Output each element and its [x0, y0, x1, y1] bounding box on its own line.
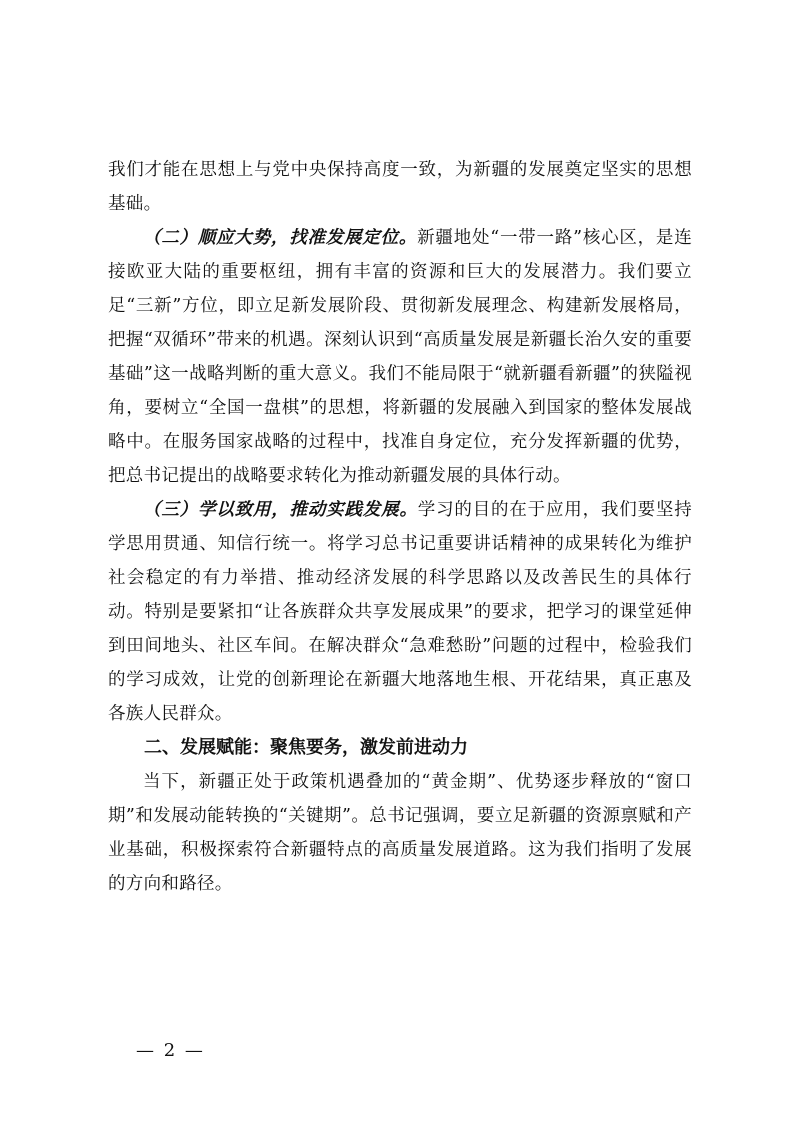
- section-3-paragraph: [108, 493, 692, 731]
- section-3-body: 学习的目的在于应用，我们要坚持学思用贯通、知信行统一。将学习总书记重要讲话精神的成果转化为维护社会稳定的有力举措、推动经济发展的科学思路以及改善民生的具体行动。特别是要紧扣“让各族群众共享发展成果”的要求，把学习的课堂延伸到田间地头、社区车间。在解决群众“急难愁盼”问题的过程中，检验我们的学习成效，让党的创新理论在新疆大地落地生根、开花结果，真正惠及各族人民群众。: [108, 500, 693, 724]
- section-2-paragraph: [108, 221, 692, 493]
- part-2-paragraph: 当下，新疆正处于政策机遇叠加的“黄金期”、优势逐步释放的“窗口期”和发展动能转换的“关键期”。总书记强调，要立足新疆的资源禀赋和产业基础，积极探索符合新疆特点的高质量发展道路。这为我们指明了发展的方向和路径。: [108, 772, 692, 894]
- continuation-paragraph: 我们才能在思想上与党中央保持高度一致，为新疆的发展奠定坚实的思想基础。: [108, 160, 692, 214]
- section-2-heading: （二）顺应大势，找准发展定位。: [143, 228, 418, 248]
- section-2-body: 新疆地处“一带一路”核心区，是连接欧亚大陆的重要枢纽，拥有丰富的资源和巨大的发展潜力。我们要立足“三新”方位，即立足新发展阶段、贯彻新发展理念、构建新发展格局，把握“双循环”带来的机遇。深刻认识到“高质量发展是新疆长治久安的重要基础”这一战略判断的重大意义。我们不能局限于“就新疆看新疆”的狭隘视角，要树立“全国一盘棋”的思想，将新疆的发展融入到国家的整体发展战略中。在服务国家战略的过程中，找准自身定位，充分发挥新疆的优势，把总书记提出的战略要求转化为推动新疆发展的具体行动。: [108, 228, 692, 486]
- document-body: [108, 153, 692, 901]
- part-2-heading: 二、发展赋能：聚焦要务，激发前进动力: [144, 737, 468, 758]
- page-number: — 2 —: [136, 1040, 205, 1061]
- section-3-heading: （三）学以致用，推动实践发展。: [143, 500, 418, 520]
